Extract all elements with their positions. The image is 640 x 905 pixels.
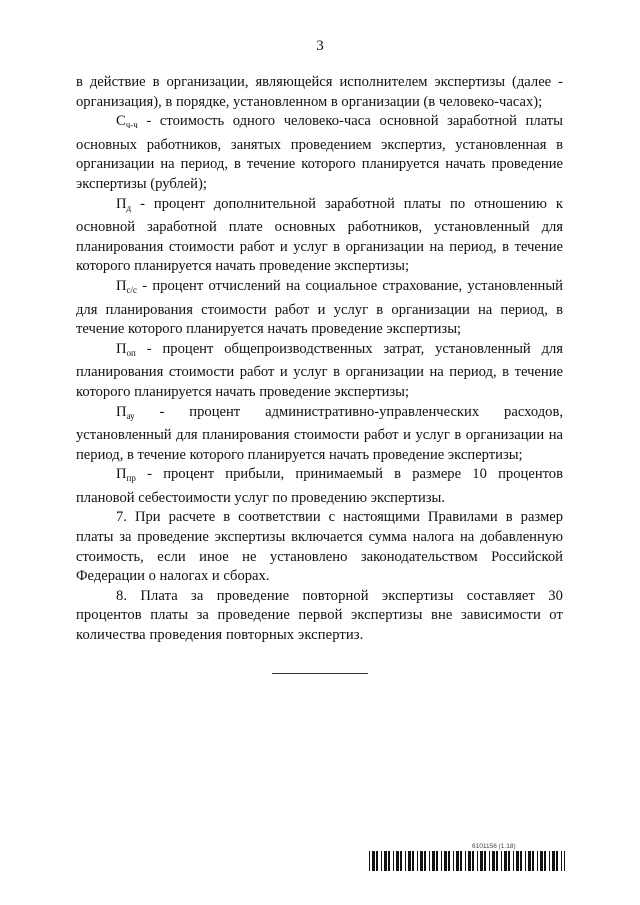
paragraph-p-d: $П_д$ - процент дополнительной заработной платы по отношению к основной заработной плате основных работников, установленный для планирования стоимости работ и услуг в организации на период, в течение которого планируется начать проведение экспертизы;: [76, 195, 563, 275]
document-body: [76, 73, 563, 646]
paragraph-p-ss: $П_{с/с}$ - процент отчислений на социальное страхование, установленный для планирования стоимости работ и услуг в организации на период, в течение которого планируется начать проведение экспертизы;: [76, 277, 563, 338]
paragraph-c-ch-ch: $С_{ч-ч}$ - стоимость одного человеко-часа основной заработной платы основных работников, занятых проведением экспертиз, установленная в организации на период, в течение которого планируется начать проведение экспертизы (рублей);: [76, 113, 563, 192]
end-rule: [272, 673, 368, 674]
paragraph-p-pr: $П_{пр}$ - процент прибыли, принимаемый в размере 10 процентов плановой себестоимости услуг по проведению экспертизы.: [76, 466, 563, 506]
paragraph-continuation: в действие в организации, являющейся исполнителем экспертизы (далее - организация), в порядке, установленном в организации (в человеко-часах);: [76, 74, 563, 110]
paragraph-item-7: 7. При расчете в соответствии с настоящими Правилами в размер платы за проведение экспертизы включается сумма налога на добавленную стоимость, если иное не установлено законодательством Российской Федерации о налогах и сборах.: [76, 509, 563, 585]
barcode-icon: [369, 851, 565, 871]
paragraph-p-au: $П_{ау}$ - процент административно-управленческих расходов, установленный для планирования стоимости работ и услуг в организации на период, в течение которого планируется начать проведение экспертизы;: [76, 403, 563, 463]
paragraph-item-8: 8. Плата за проведение повторной экспертизы составляет 30 процентов платы за проведение первой экспертизы вне зависимости от количества проведения повторных экспертиз.: [76, 587, 563, 644]
barcode-caption: 6101156 (1.18): [472, 843, 516, 850]
paragraph-p-op: $П_{оп}$ - процент общепроизводственных затрат, установленный для планирования стоимости работ и услуг в организации на период, в течение которого планируется начать проведение экспертизы;: [76, 340, 563, 400]
page-number: 3: [316, 38, 324, 54]
